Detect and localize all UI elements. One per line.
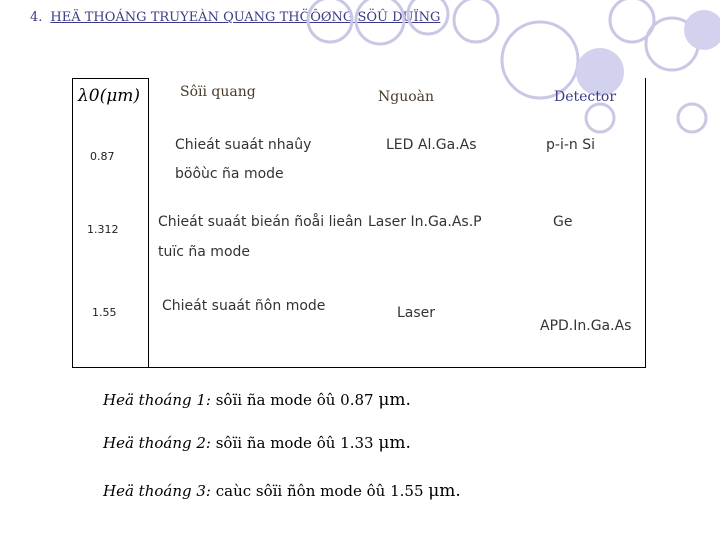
- table-right-border: [645, 78, 646, 368]
- section-title: HEÄ THOÁNG TRUYEÀN QUANG THÖÔØNG SÖÛ DUÏNG: [50, 10, 441, 25]
- system-2-text: sôïi ña mode ôû 1.33: [210, 434, 379, 452]
- ring-2: [356, 0, 404, 44]
- fiber-header: Sôïi quang: [180, 84, 256, 100]
- header-rule: [72, 78, 148, 79]
- system-2-label: Heä thoáng 2:: [103, 434, 211, 452]
- row-3-fiber-line-1: Chieát suaát ñôn mode: [162, 298, 326, 314]
- filled-dot-2: [684, 10, 720, 50]
- ring-8: [586, 104, 614, 132]
- table-divider: [148, 78, 149, 368]
- row-3-wavelength: 1.55: [92, 306, 117, 319]
- system-1: [103, 390, 411, 410]
- system-1-text: sôïi ña mode ôû 0.87: [210, 391, 379, 409]
- row-3-source: Laser: [397, 305, 436, 321]
- source-header: Nguoàn: [378, 89, 435, 105]
- table-bottom-border: [72, 367, 646, 368]
- ring-3: [408, 0, 448, 34]
- table-left-border: [72, 78, 73, 368]
- system-3-label: Heä thoáng 3:: [103, 482, 211, 500]
- system-3-text: caùc sôïi ñôn mode ôû 1.55: [210, 482, 429, 500]
- system-1-unit: μm.: [378, 390, 411, 410]
- row-2-source: Laser In.Ga.As.P: [368, 214, 482, 230]
- lambda-header: λ0(μm): [78, 86, 141, 106]
- system-2-unit: μm.: [378, 433, 411, 453]
- ring-4: [454, 0, 498, 42]
- row-1-fiber-line-1: Chieát suaát nhaûy: [175, 137, 312, 153]
- row-1-detector: p-i-n Si: [546, 137, 595, 153]
- row-2-detector: Ge: [553, 214, 573, 230]
- system-3: [103, 481, 461, 501]
- ring-9: [678, 104, 706, 132]
- section-number: 4.: [30, 10, 43, 25]
- decorative-rings: [300, 0, 720, 140]
- row-2-fiber-line-1: Chieát suaát bieán ñoåi lieân: [158, 214, 363, 230]
- row-1-wavelength: 0.87: [90, 150, 115, 163]
- row-3-detector: APD.In.Ga.As: [540, 318, 632, 334]
- system-2: [103, 433, 411, 453]
- row-1-fiber-line-2: böôùc ña mode: [175, 166, 284, 182]
- row-2-wavelength: 1.312: [87, 223, 119, 236]
- ring-1: [308, 0, 352, 42]
- detector-header: Detector: [554, 89, 617, 105]
- row-2-fiber-line-2: tuïc ña mode: [158, 244, 251, 260]
- system-1-label: Heä thoáng 1:: [103, 391, 211, 409]
- row-1-source: LED Al.Ga.As: [386, 137, 477, 153]
- system-3-unit: μm.: [428, 481, 461, 501]
- ring-5: [502, 22, 578, 98]
